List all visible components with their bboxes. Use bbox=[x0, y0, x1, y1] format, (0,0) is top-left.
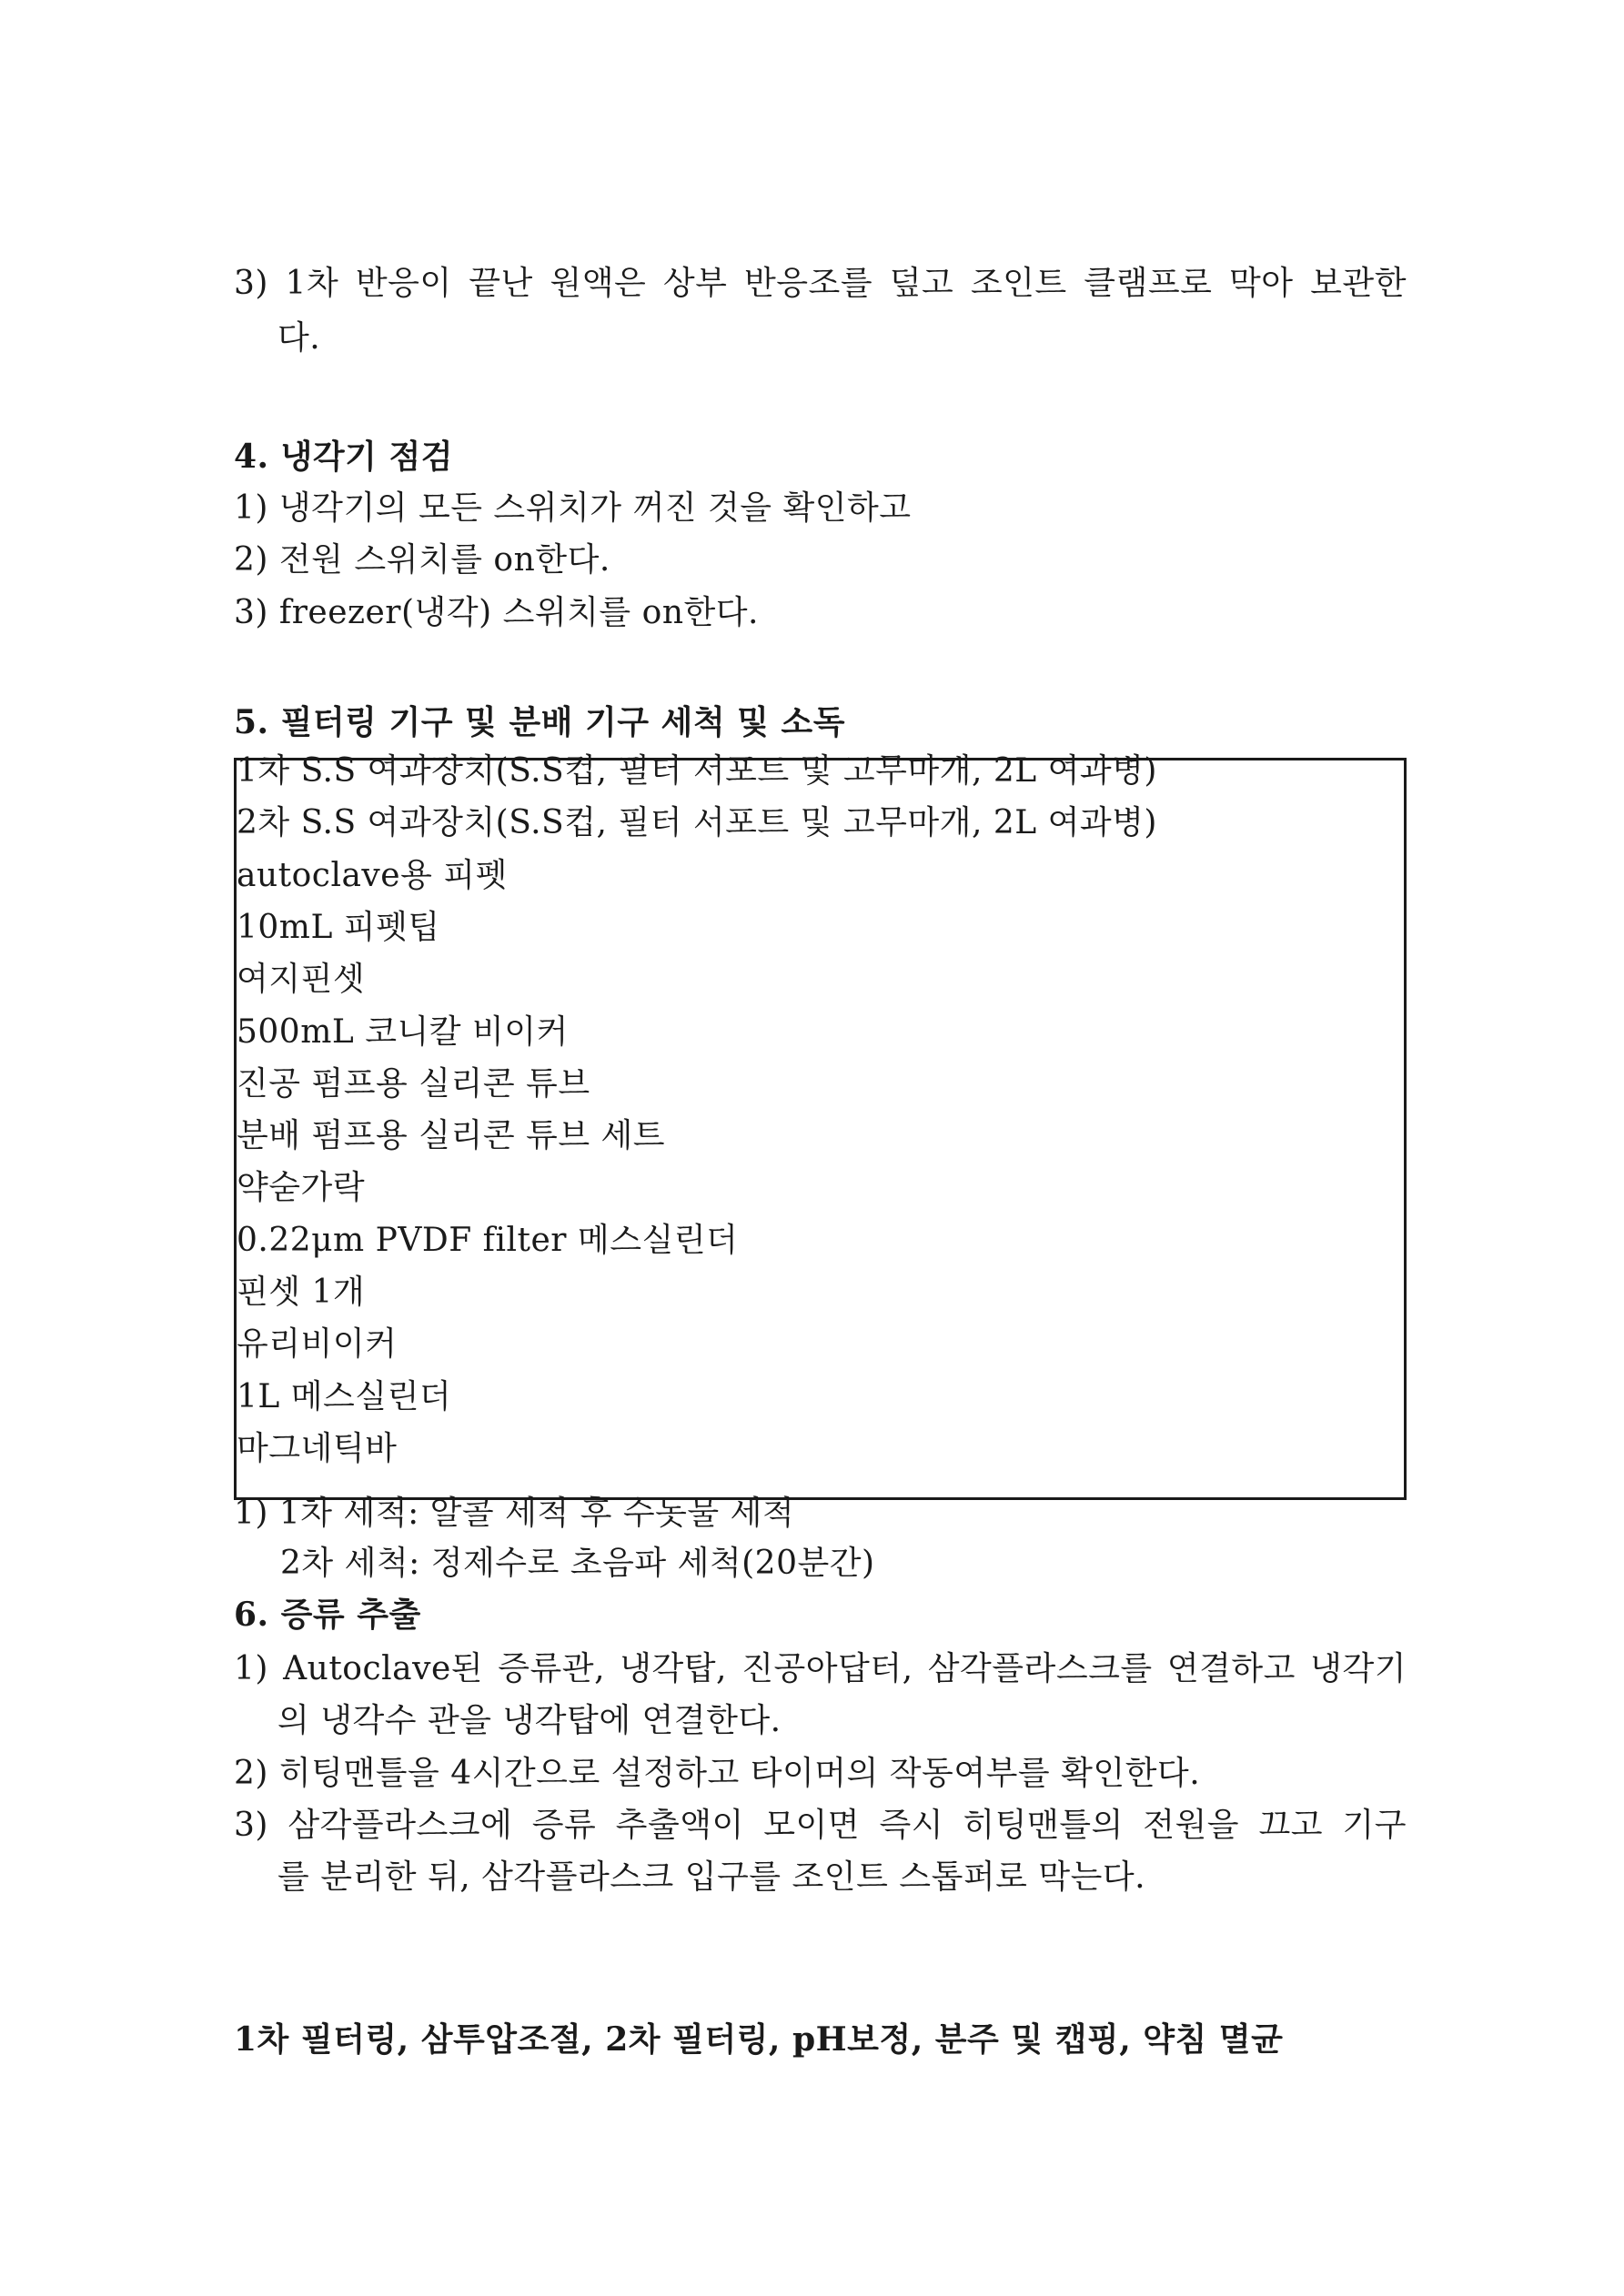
section6-item1-line1: 1) Autoclave된 증류관, 냉각탑, 진공아답터, 삼각플라스크를 연결하고 냉각기 bbox=[234, 1650, 1407, 1687]
equipment-item: 500mL 코니칼 비이커 bbox=[237, 1013, 569, 1051]
section6-item2: 2) 히팅맨틀을 4시간으로 설정하고 타이머의 작동여부를 확인한다. bbox=[234, 1755, 1201, 1792]
equipment-item: autoclave용 피펫 bbox=[237, 857, 508, 894]
equipment-item: 마그네틱바 bbox=[237, 1430, 398, 1467]
section6-item1-line2: 의 냉각수 관을 냉각탑에 연결한다. bbox=[277, 1702, 782, 1739]
equipment-item: 여지핀셋 bbox=[237, 961, 366, 998]
section4-item-3: 3) freezer(냉각) 스위치를 on한다. bbox=[234, 594, 760, 631]
section5-wash-1: 1) 1차 세척: 알콜 세척 후 수돗물 세척 bbox=[234, 1495, 795, 1532]
section5-wash-2: 2차 세척: 정제수로 초음파 세척(20분간) bbox=[280, 1545, 875, 1582]
section4-item-2: 2) 전원 스위치를 on한다. bbox=[234, 541, 610, 579]
footer-heading: 1차 필터링, 삼투압조절, 2차 필터링, pH보정, 분주 및 캡핑, 약침 멸균 bbox=[234, 2020, 1284, 2059]
section4-heading: 4. 냉각기 점검 bbox=[234, 438, 454, 476]
equipment-box bbox=[234, 752, 1407, 1500]
section5-heading: 5. 필터링 기구 및 분배 기구 세척 및 소독 bbox=[234, 703, 845, 741]
section6-item3-line2: 를 분리한 뒤, 삼각플라스크 입구를 조인트 스톱퍼로 막는다. bbox=[277, 1858, 1146, 1896]
section6-heading: 6. 증류 추출 bbox=[234, 1596, 421, 1634]
equipment-item: 핀셋 1개 bbox=[237, 1274, 366, 1311]
equipment-item: 10mL 피펫팁 bbox=[237, 909, 440, 946]
equipment-item: 약숟가락 bbox=[237, 1169, 366, 1206]
section3-item3-line2: 다. bbox=[277, 319, 321, 357]
equipment-item: 1L 메스실린더 bbox=[237, 1378, 452, 1415]
section6-item3-line1: 3) 삼각플라스크에 증류 추출액이 모이면 즉시 히팅맨틀의 전원을 끄고 기구 bbox=[234, 1807, 1407, 1844]
section3-item3-line1: 3) 1차 반응이 끝난 원액은 상부 반응조를 덮고 조인트 클램프로 막아 보관한 bbox=[234, 265, 1407, 302]
equipment-item: 0.22μm PVDF filter 메스실린더 bbox=[237, 1222, 739, 1259]
equipment-item: 1차 S.S 여과장치(S.S컵, 필터 서포트 및 고무마개, 2L 여과병) bbox=[237, 752, 1157, 790]
equipment-item: 2차 S.S 여과장치(S.S컵, 필터 서포트 및 고무마개, 2L 여과병) bbox=[237, 804, 1157, 841]
equipment-item: 분배 펌프용 실리콘 튜브 세트 bbox=[237, 1117, 666, 1154]
section4-item-1: 1) 냉각기의 모든 스위치가 꺼진 것을 확인하고 bbox=[234, 489, 912, 527]
equipment-item: 진공 펌프용 실리콘 튜브 bbox=[237, 1065, 590, 1103]
equipment-item: 유리비이커 bbox=[237, 1325, 398, 1363]
